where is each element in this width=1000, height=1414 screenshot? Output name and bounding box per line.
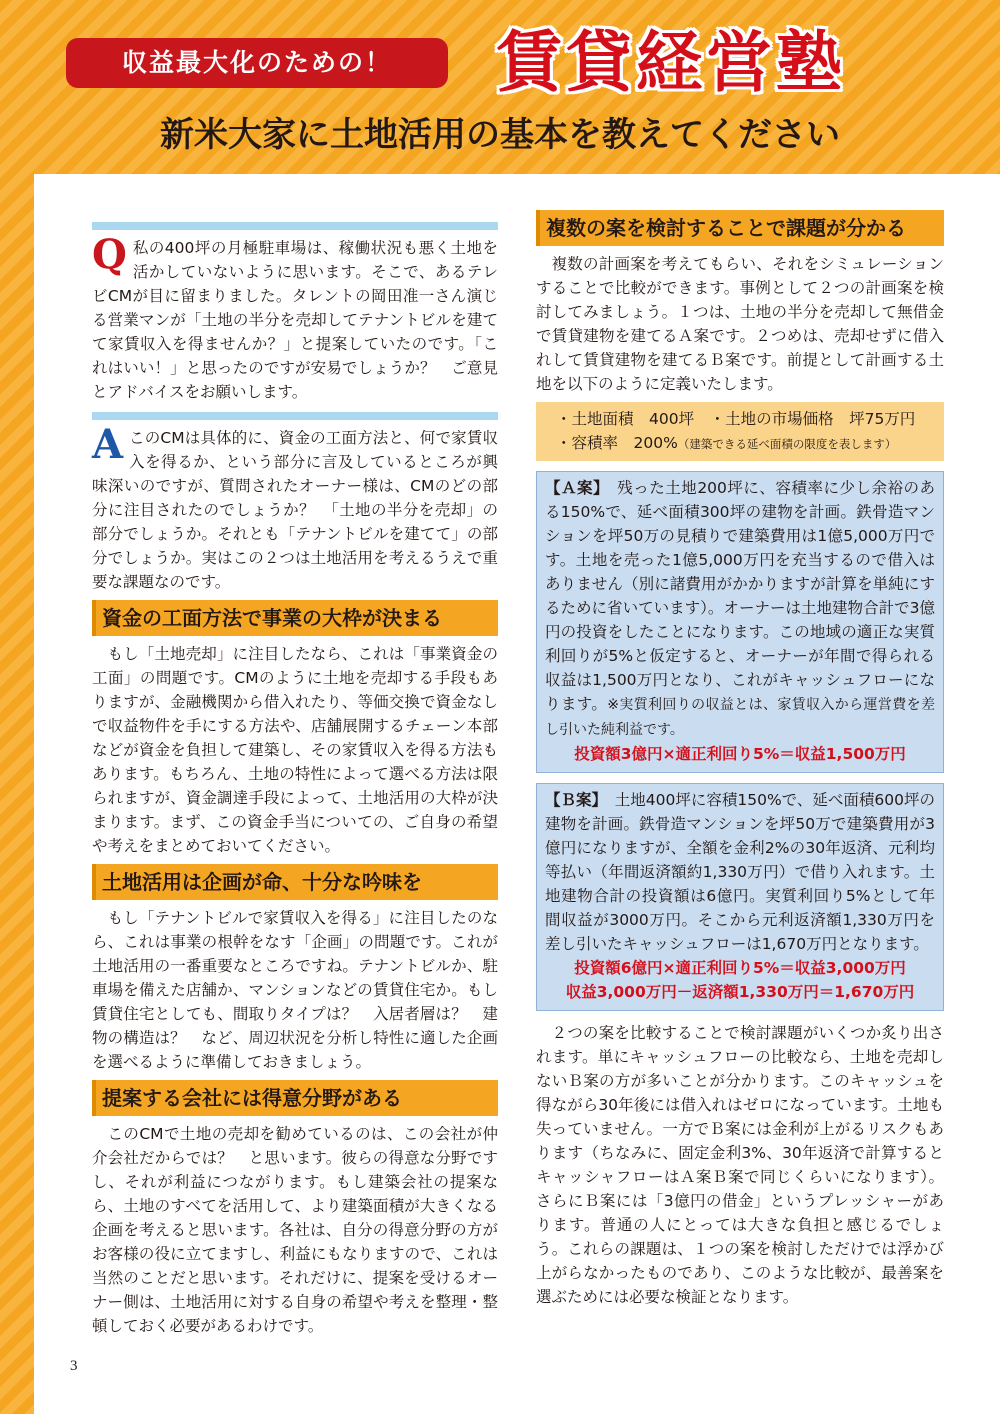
section-body: もし「テナントビルで家賃収入を得る」に注目したのなら、これは事業の根幹をなす「企画」の問題です。これが土地活用の一番重要なところですね。テナントビルか、駐車場を備えた店舗か、マンションなどの賃貸住宅か。もし賃貸住宅としても、間取りタイプは？ 入居者層は？ 建物の構造は？ など、周辺状況を分析し特性に適した企画を選べるように準備しておきましょう。 bbox=[92, 909, 498, 1071]
plan-a-note: ※実質利回りの収益とは、家賃収入から運営費を差し引いた純利益です。 bbox=[545, 697, 936, 738]
condition-line: ・土地面積 400坪 ・土地の市場価格 坪75万円 bbox=[556, 410, 916, 428]
right-column bbox=[536, 210, 944, 1309]
question-mark-letter: Q bbox=[92, 231, 127, 278]
plan-a-body: 残った土地200坪に、容積率に少し余裕のある150%で、延べ面積300坪の建物を計画。鉄骨造マンションを坪50万の見積りで建築費用は1億5,000万円です。土地を売った1億5,000万円を充当するので借入はありません（別に諸費用がかかりますが計算を単純にするために省いています）。オーナーは土地建物合計で3億円の投資をしたことになります。この地域の適正な実質利回りが5%と仮定すると、オーナーが年間で得られる収益は1,500万円となり、これがキャッシュフローになります。 bbox=[545, 479, 935, 713]
condition-note: （建築できる延べ面積の限度を表します） bbox=[677, 437, 897, 451]
left-column bbox=[92, 222, 498, 1338]
article-sheet bbox=[34, 174, 1000, 1414]
condition-main: ・容積率 200% bbox=[556, 434, 678, 452]
section-heading: 土地活用は企画が命、十分な吟味を bbox=[92, 864, 498, 900]
plan-a-box bbox=[536, 471, 944, 773]
plan-b-formula: 収益3,000万円－返済額1,330万円＝1,670万円 bbox=[565, 983, 915, 1001]
tagline-banner: 収益最大化のための！ bbox=[66, 38, 448, 88]
section-heading: 資金の工面方法で事業の大枠が決まる bbox=[92, 600, 498, 636]
plan-b-body: 土地400坪に容積150%で、延べ面積600坪の建物を計画。鉄骨造マンションを坪50万で建築費用が3億円になりますが、全額を金利2%の30年返済、元利均等払い（年間返済額約1,330万円）で借り入れます。土地建物合計の投資額は6億円。実質利回り5%として年間収益が3000万円。そこから元利返済額1,330万円を差し引いたキャッシュフローは1,670万円となります。 bbox=[545, 791, 935, 953]
section-heading: 提案する会社には得意分野がある bbox=[92, 1080, 498, 1116]
answer-text: このCMは具体的に、資金の工面方法と、何で家賃収入を得るか、という部分に言及しているところが興味深いのですが、質問されたオーナー様は、CMのどの部分に注目されたのでしょうか？ 「土地の半分を売却」の部分でしょうか。それとも「テナントビルを建てて」の部分でしょうか。実はこの２つは土地活用を考えるうえで重要な課題なのです。 bbox=[92, 429, 498, 591]
page-headline: 新米大家に土地活用の基本を教えてください bbox=[160, 115, 840, 155]
plan-b-label: 【Ｂ案】 bbox=[545, 791, 600, 809]
section-planning bbox=[92, 864, 498, 1074]
section-body: このCMで土地の売却を勧めているのは、この会社が仲介会社だからでは？ と思います。彼らの得意な分野ですし、それが利益につながります。もし建築会社の提案なら、土地のすべてを活用して、より建築面積が大きくなる企画を考えると思います。各社は、自分の得意分野の方がお客様の役に立てますし、利益にもなりますので、これは当然のことだと思います。それだけに、提案を受けるオーナー側は、土地活用に対する自身の希望や考えを整理・整頓しておく必要があるわけです。 bbox=[92, 1125, 498, 1335]
answer-divider bbox=[92, 412, 498, 420]
column-title-logo: 賃貸経営塾 bbox=[496, 23, 846, 101]
section-body: もし「土地売却」に注目したなら、これは「事業資金の工面」の問題です。CMのように土地を売却する手段もありますが、金融機関から借入れたり、等価交換で資金なしで収益物件を手にする方法や、店舗展開するチェーン本部などが資金を負担して建築し、その家賃収入を得る方法もあります。もちろん、土地の特性によって選べる方法は限られますが、資金調達手段によって、土地活用の大枠が決まります。まず、この資金手当についての、ご自身の希望や考えをまとめておいてください。 bbox=[92, 645, 498, 855]
plan-b-box bbox=[536, 783, 944, 1011]
plans-intro: 複数の計画案を考えてもらい、それをシミュレーションすることで比較ができます。事例として２つの計画案を検討してみましょう。１つは、土地の半分を売却して無借金で賃貸建物を建てるＡ案です。２つめは、売却せずに借入れして賃貸建物を建てるＢ案です。前提として計画する土地を以下のように定義いたします。 bbox=[536, 255, 944, 393]
plan-a-formula: 投資額3億円×適正利回り5%＝収益1,500万円 bbox=[574, 745, 906, 763]
question-block bbox=[92, 231, 498, 404]
page-number: 3 bbox=[70, 1358, 78, 1374]
question-divider bbox=[92, 222, 498, 230]
section-funding bbox=[92, 600, 498, 858]
plan-a-text bbox=[545, 476, 935, 742]
condition-line bbox=[556, 431, 934, 456]
plan-a-label: 【Ａ案】 bbox=[545, 479, 602, 497]
plan-b-formula: 投資額6億円×適正利回り5%＝収益3,000万円 bbox=[574, 959, 906, 977]
question-text: 私の400坪の月極駐車場は、稼働状況も悪く土地を活かしていないように思います。そこで、あるテレビCMが目に留まりました。タレントの岡田准一さん演じる営業マンが「土地の半分を売却してテナントビルを建てて家賃収入を得ませんか？」と提案していたのです。「これはいい！」と思ったのですが安易でしょうか？ ご意見とアドバイスをお願いします。 bbox=[92, 239, 498, 401]
section-proposers bbox=[92, 1080, 498, 1338]
section-heading: 複数の案を検討することで課題が分かる bbox=[536, 210, 944, 246]
plan-b-text bbox=[545, 788, 935, 956]
conclusion-text: ２つの案を比較することで検討課題がいくつか炙り出されます。単にキャッシュフローの比較なら、土地を売却しないＢ案の方が多いことが分かります。このキャッシュを得ながら30年後には借入れはゼロになっています。土地も失っていません。一方でＢ案には金利が上がるリスクもあります（ちなみに、固定金利3%、30年返済で計算するとキャッシャフローはＡ案Ｂ案で同じくらいになります）。さらにＢ案には「3億円の借金」というプレッシャーがあります。普通の人にとっては大きな負担と感じるでしょう。これらの課題は、１つの案を検討しただけでは浮かび上がらなかったものであり、このような比較が、最善案を選ぶためには必要な検証となります。 bbox=[536, 1024, 945, 1306]
answer-mark-letter: A bbox=[92, 421, 124, 468]
land-conditions-box bbox=[536, 402, 944, 461]
answer-block bbox=[92, 421, 498, 594]
